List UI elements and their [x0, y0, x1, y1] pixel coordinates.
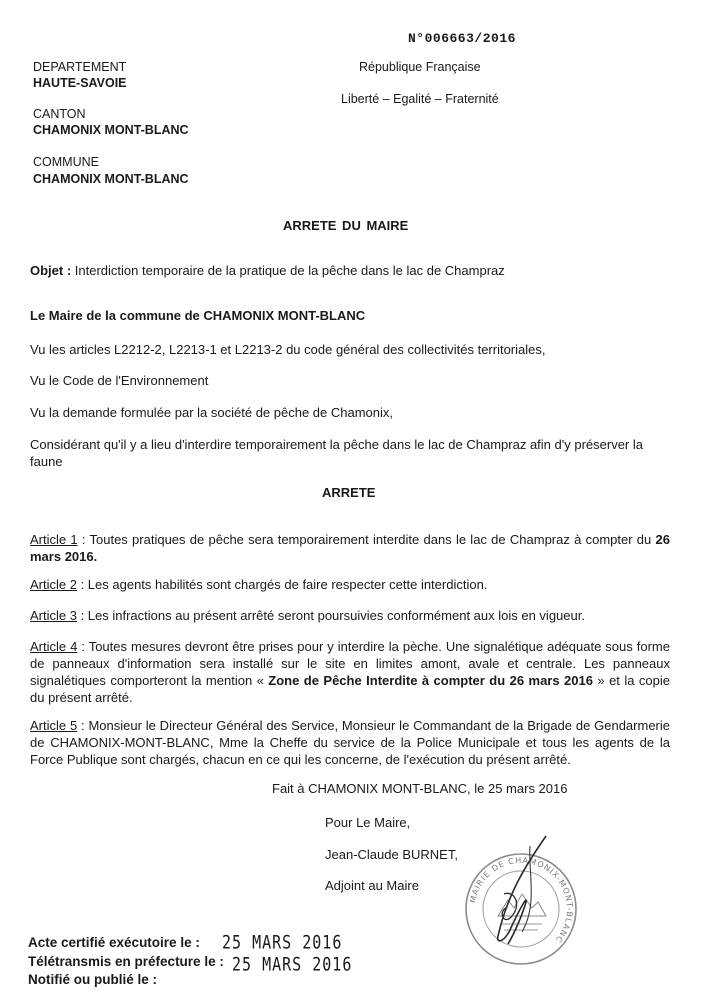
article-3 [30, 607, 670, 624]
article-label: Article 3 [30, 608, 77, 623]
acte-label: Acte certifié exécutoire le : [28, 935, 200, 950]
departement-label: DEPARTEMENT [33, 60, 127, 74]
canton-value: CHAMONIX MONT-BLANC [33, 123, 189, 137]
stamp-date: 25 MARS 2016 [232, 952, 353, 976]
vu-item: Vu les articles L2212-2, L2213-1 et L2213-2 du code général des collectivités territoriales, [30, 342, 546, 357]
article-text: : Toutes pratiques de pêche sera temporairement interdite dans le lac de Champraz à compter du [77, 532, 656, 547]
article-text: » et la copie du présent arrêté. [30, 673, 670, 705]
article-label: Article 1 [30, 532, 78, 547]
teletransmis-date-stamp [232, 952, 353, 976]
article-text: : Les agents habilités sont chargés de faire respecter cette interdiction. [76, 577, 488, 592]
objet-label: Objet : [30, 263, 72, 278]
article-mention: Zone de Pêche Interdite à compter du 26 mars 2016 [268, 673, 593, 688]
article-1 [30, 531, 670, 565]
objet-line [30, 262, 670, 279]
article-text: : Les infractions au présent arrêté seront poursuivies conformément aux lois en vigueur. [76, 608, 585, 623]
acte-date-stamp [222, 930, 343, 954]
teletransmis-label: Télétransmis en préfecture le : [28, 954, 224, 969]
signatory-role: Adjoint au Maire [325, 878, 419, 893]
article-text: : Monsieur le Directeur Général des Service, Monsieur le Commandant de la Brigade de Gendarmerie de CHAMONIX-MONT-BLANC, Mme la Cheffe du service de la Police Municipale et tous les agents de la Force Publique sont chargés, chacun en ce qui les concerne, de l'exécution du présent arrêté. [30, 718, 670, 767]
maire-line: Le Maire de la commune de CHAMONIX MONT-BLANC [30, 308, 366, 323]
article-label: Article 2 [30, 577, 77, 592]
article-text: : Toutes mesures devront être prises pour y interdire la pèche. Une signalétique adéquate sous forme de panneaux d'information sera installé sur le site en limites amont, avale et centrale. Les panneaux signalétiques comporteront la mention « [30, 639, 670, 688]
document-number: N°006663/2016 [408, 31, 516, 46]
handwritten-signature [468, 832, 568, 952]
vu-item: Vu la demande formulée par la société de pêche de Chamonix, [30, 405, 394, 420]
arrete-heading: ARRETE [322, 485, 376, 500]
article-2 [30, 576, 670, 593]
stamp-date: 25 MARS 2016 [222, 930, 343, 954]
article-label: Article 5 [30, 718, 78, 733]
commune-value: CHAMONIX MONT-BLANC [33, 172, 189, 186]
republic-motto: Liberté – Egalité – Fraternité [341, 92, 499, 106]
page-title: ARRETE DU MAIRE [283, 218, 409, 233]
pour-le-maire: Pour Le Maire, [325, 815, 411, 830]
article-date: 26 mars 2016. [30, 532, 670, 564]
objet-text: Interdiction temporaire de la pratique de la pêche dans le lac de Champraz [71, 263, 505, 278]
departement-value: HAUTE-SAVOIE [33, 76, 127, 90]
vu-item: Vu le Code de l'Environnement [30, 373, 209, 388]
signatory-name: Jean-Claude BURNET, [325, 847, 458, 862]
fait-line: Fait à CHAMONIX MONT-BLANC, le 25 mars 2016 [272, 781, 568, 796]
svg-text:MAIRIE DE CHAMONIX-MONT-BLANC: MAIRIE DE CHAMONIX-MONT-BLANC [468, 855, 575, 945]
commune-label: COMMUNE [33, 155, 99, 169]
article-label: Article 4 [30, 639, 78, 654]
article-4 [30, 638, 670, 706]
republic-label: République Française [359, 60, 481, 74]
canton-label: CANTON [33, 107, 86, 121]
considerant-item: Considérant qu'il y a lieu d'interdire temporairement la pêche dans le lac de Champraz afin d'y préserver la faune [30, 437, 643, 469]
notifie-label: Notifié ou publié le : [28, 972, 157, 987]
article-5 [30, 717, 670, 768]
